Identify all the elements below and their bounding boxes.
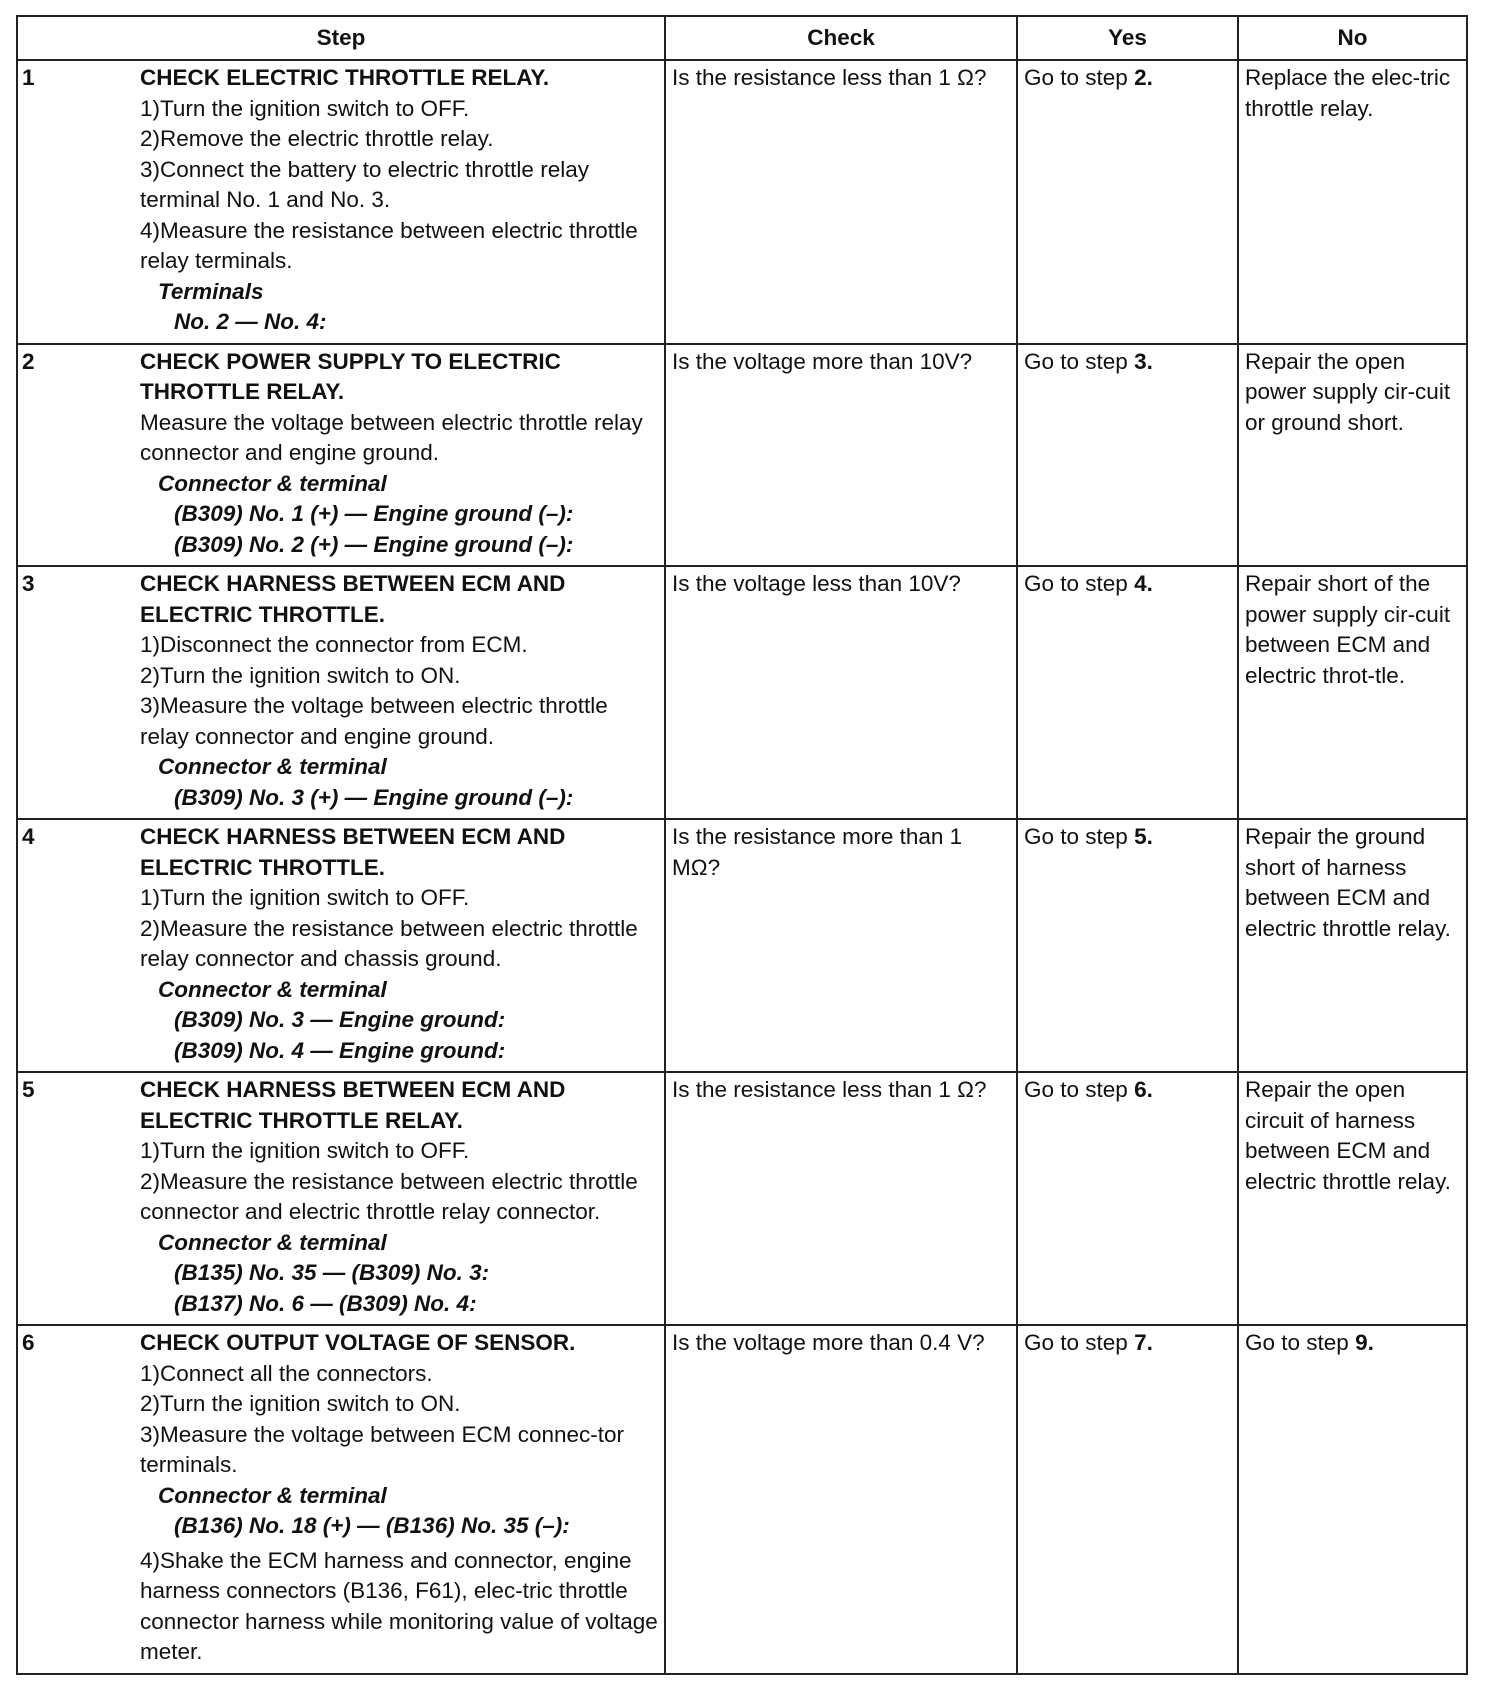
step-content	[24, 1328, 658, 1668]
yes-step-ref: 6.	[1134, 1077, 1153, 1102]
no-cell	[1238, 344, 1467, 567]
terminal-heading: Connector & terminal	[158, 1482, 387, 1508]
step-content	[24, 569, 658, 813]
check-cell: Is the resistance less than 1 Ω?	[665, 1072, 1017, 1325]
step-instruction: 1)Turn the ignition switch to OFF.	[140, 1138, 470, 1163]
terminal-spec: (B309) No. 1 (+) — Engine ground (–):	[174, 501, 574, 526]
step-number: 5	[22, 1077, 35, 1102]
terminal-spec: (B309) No. 3 — Engine ground:	[174, 1007, 506, 1032]
step-content	[24, 1075, 658, 1319]
check-cell: Is the voltage less than 10V?	[665, 566, 1017, 819]
step-instruction: 2)Remove the electric throttle relay.	[140, 126, 494, 151]
yes-prefix: Go to step	[1024, 1330, 1135, 1355]
no-step-ref: 9.	[1355, 1330, 1374, 1355]
yes-prefix: Go to step	[1024, 824, 1135, 849]
terminal-spec: (B309) No. 4 — Engine ground:	[174, 1037, 506, 1063]
header-no: No	[1238, 16, 1467, 60]
yes-cell	[1017, 1325, 1238, 1674]
step-instruction: 2)Turn the ignition switch to ON.	[140, 662, 461, 688]
table-row	[17, 819, 1467, 1072]
step-instruction: 2)Measure the resistance between electric throttle relay connector and chassis ground.	[140, 915, 638, 971]
step-cell	[17, 566, 665, 819]
yes-step-ref: 5.	[1134, 824, 1153, 849]
yes-prefix: Go to step	[1024, 1077, 1135, 1102]
yes-cell	[1017, 819, 1238, 1072]
yes-cell	[1017, 566, 1238, 819]
table-row	[17, 344, 1467, 567]
no-cell	[1238, 60, 1467, 344]
step-instruction: 1)Disconnect the connector from ECM.	[140, 632, 528, 657]
step-number: 6	[22, 1330, 35, 1355]
no-cell	[1238, 566, 1467, 819]
step-title: CHECK HARNESS BETWEEN ECM AND ELECTRIC THROTTLE.	[140, 571, 566, 627]
header-check: Check	[665, 16, 1017, 60]
table-row	[17, 566, 1467, 819]
no-action: Repair short of the power supply cir-cuit between ECM and electric throt-tle.	[1245, 571, 1451, 688]
step-instruction: 2)Measure the resistance between electric throttle connector and electric throttle relay connector.	[140, 1168, 638, 1224]
check-cell: Is the voltage more than 10V?	[665, 344, 1017, 567]
check-cell: Is the resistance more than 1 MΩ?	[665, 819, 1017, 1072]
step-number: 2	[22, 348, 35, 374]
header-step: Step	[17, 16, 665, 60]
step-title: CHECK OUTPUT VOLTAGE OF SENSOR.	[140, 1330, 576, 1355]
yes-cell	[1017, 1072, 1238, 1325]
step-instruction: 3)Connect the battery to electric throttle relay terminal No. 1 and No. 3.	[140, 156, 589, 212]
step-instruction: Measure the voltage between electric throttle relay connector and engine ground.	[140, 409, 643, 465]
yes-prefix: Go to step	[1024, 571, 1135, 596]
terminal-heading: Connector & terminal	[158, 754, 387, 779]
step-content	[24, 347, 658, 561]
yes-cell	[1017, 344, 1238, 567]
yes-step-ref: 7.	[1134, 1330, 1153, 1355]
no-cell	[1238, 819, 1467, 1072]
diagnostic-procedure-sheet	[16, 15, 1466, 1675]
step-title: CHECK HARNESS BETWEEN ECM AND ELECTRIC THROTTLE RELAY.	[140, 1077, 566, 1133]
yes-step-ref: 3.	[1134, 348, 1153, 374]
step-instruction: 2)Turn the ignition switch to ON.	[140, 1391, 461, 1416]
table-body	[17, 60, 1467, 1674]
table-row	[17, 60, 1467, 344]
header-yes: Yes	[1017, 16, 1238, 60]
step-instruction: 4)Measure the resistance between electric throttle relay terminals.	[140, 217, 638, 273]
step-cell	[17, 60, 665, 344]
step-title: CHECK POWER SUPPLY TO ELECTRIC THROTTLE RELAY.	[140, 348, 561, 404]
diagnostic-table	[16, 15, 1468, 1675]
yes-prefix: Go to step	[1024, 348, 1135, 374]
terminal-heading: Connector & terminal	[158, 1229, 387, 1255]
no-action: Repair the open power supply cir-cuit or ground short.	[1245, 348, 1451, 435]
terminal-spec: (B137) No. 6 — (B309) No. 4:	[174, 1290, 477, 1316]
terminal-spec: No. 2 — No. 4:	[174, 309, 327, 334]
yes-cell	[1017, 60, 1238, 344]
no-action: Repair the open circuit of harness between ECM and electric throttle relay.	[1245, 1077, 1451, 1194]
no-cell	[1238, 1325, 1467, 1674]
step-instruction: 3)Measure the voltage between electric throttle relay connector and engine ground.	[140, 693, 608, 749]
step-instruction: 1)Turn the ignition switch to OFF.	[140, 885, 470, 910]
table-row	[17, 1325, 1467, 1674]
step-content	[24, 822, 658, 1066]
check-cell: Is the voltage more than 0.4 V?	[665, 1325, 1017, 1674]
no-action: Repair the ground short of harness between ECM and electric throttle relay.	[1245, 824, 1451, 941]
check-cell: Is the resistance less than 1 Ω?	[665, 60, 1017, 344]
step-instruction: 3)Measure the voltage between ECM connec-tor terminals.	[140, 1421, 625, 1477]
no-prefix: Go to step	[1245, 1330, 1356, 1355]
yes-prefix: Go to step	[1024, 65, 1135, 90]
step-number: 3	[22, 571, 35, 596]
step-instruction: 1)Connect all the connectors.	[140, 1360, 433, 1386]
yes-step-ref: 2.	[1134, 65, 1153, 90]
terminal-heading: Connector & terminal	[158, 976, 387, 1002]
no-action: Replace the elec-tric throttle relay.	[1245, 65, 1451, 121]
step-cell	[17, 1072, 665, 1325]
step-cell	[17, 819, 665, 1072]
step-number: 4	[22, 824, 35, 849]
step-cell	[17, 1325, 665, 1674]
table-header-row	[17, 16, 1467, 60]
terminal-heading: Connector & terminal	[158, 470, 387, 496]
terminal-spec: (B136) No. 18 (+) — (B136) No. 35 (–):	[174, 1513, 570, 1538]
step-title: CHECK ELECTRIC THROTTLE RELAY.	[140, 65, 550, 90]
terminal-spec: (B309) No. 2 (+) — Engine ground (–):	[174, 531, 574, 557]
step-content	[24, 63, 658, 338]
step-number: 1	[22, 65, 35, 90]
terminal-spec: (B135) No. 35 — (B309) No. 3:	[174, 1260, 490, 1285]
step-cell	[17, 344, 665, 567]
table-row	[17, 1072, 1467, 1325]
step-instruction: 1)Turn the ignition switch to OFF.	[140, 95, 470, 121]
step-title: CHECK HARNESS BETWEEN ECM AND ELECTRIC THROTTLE.	[140, 824, 566, 880]
yes-step-ref: 4.	[1134, 571, 1153, 596]
terminal-spec: (B309) No. 3 (+) — Engine ground (–):	[174, 784, 574, 810]
no-cell	[1238, 1072, 1467, 1325]
step-instruction-extra: 4)Shake the ECM harness and connector, engine harness connectors (B136, F61), elec-tric throttle connector harness while monitoring value of voltage meter.	[140, 1547, 658, 1664]
terminal-heading: Terminals	[158, 278, 264, 304]
